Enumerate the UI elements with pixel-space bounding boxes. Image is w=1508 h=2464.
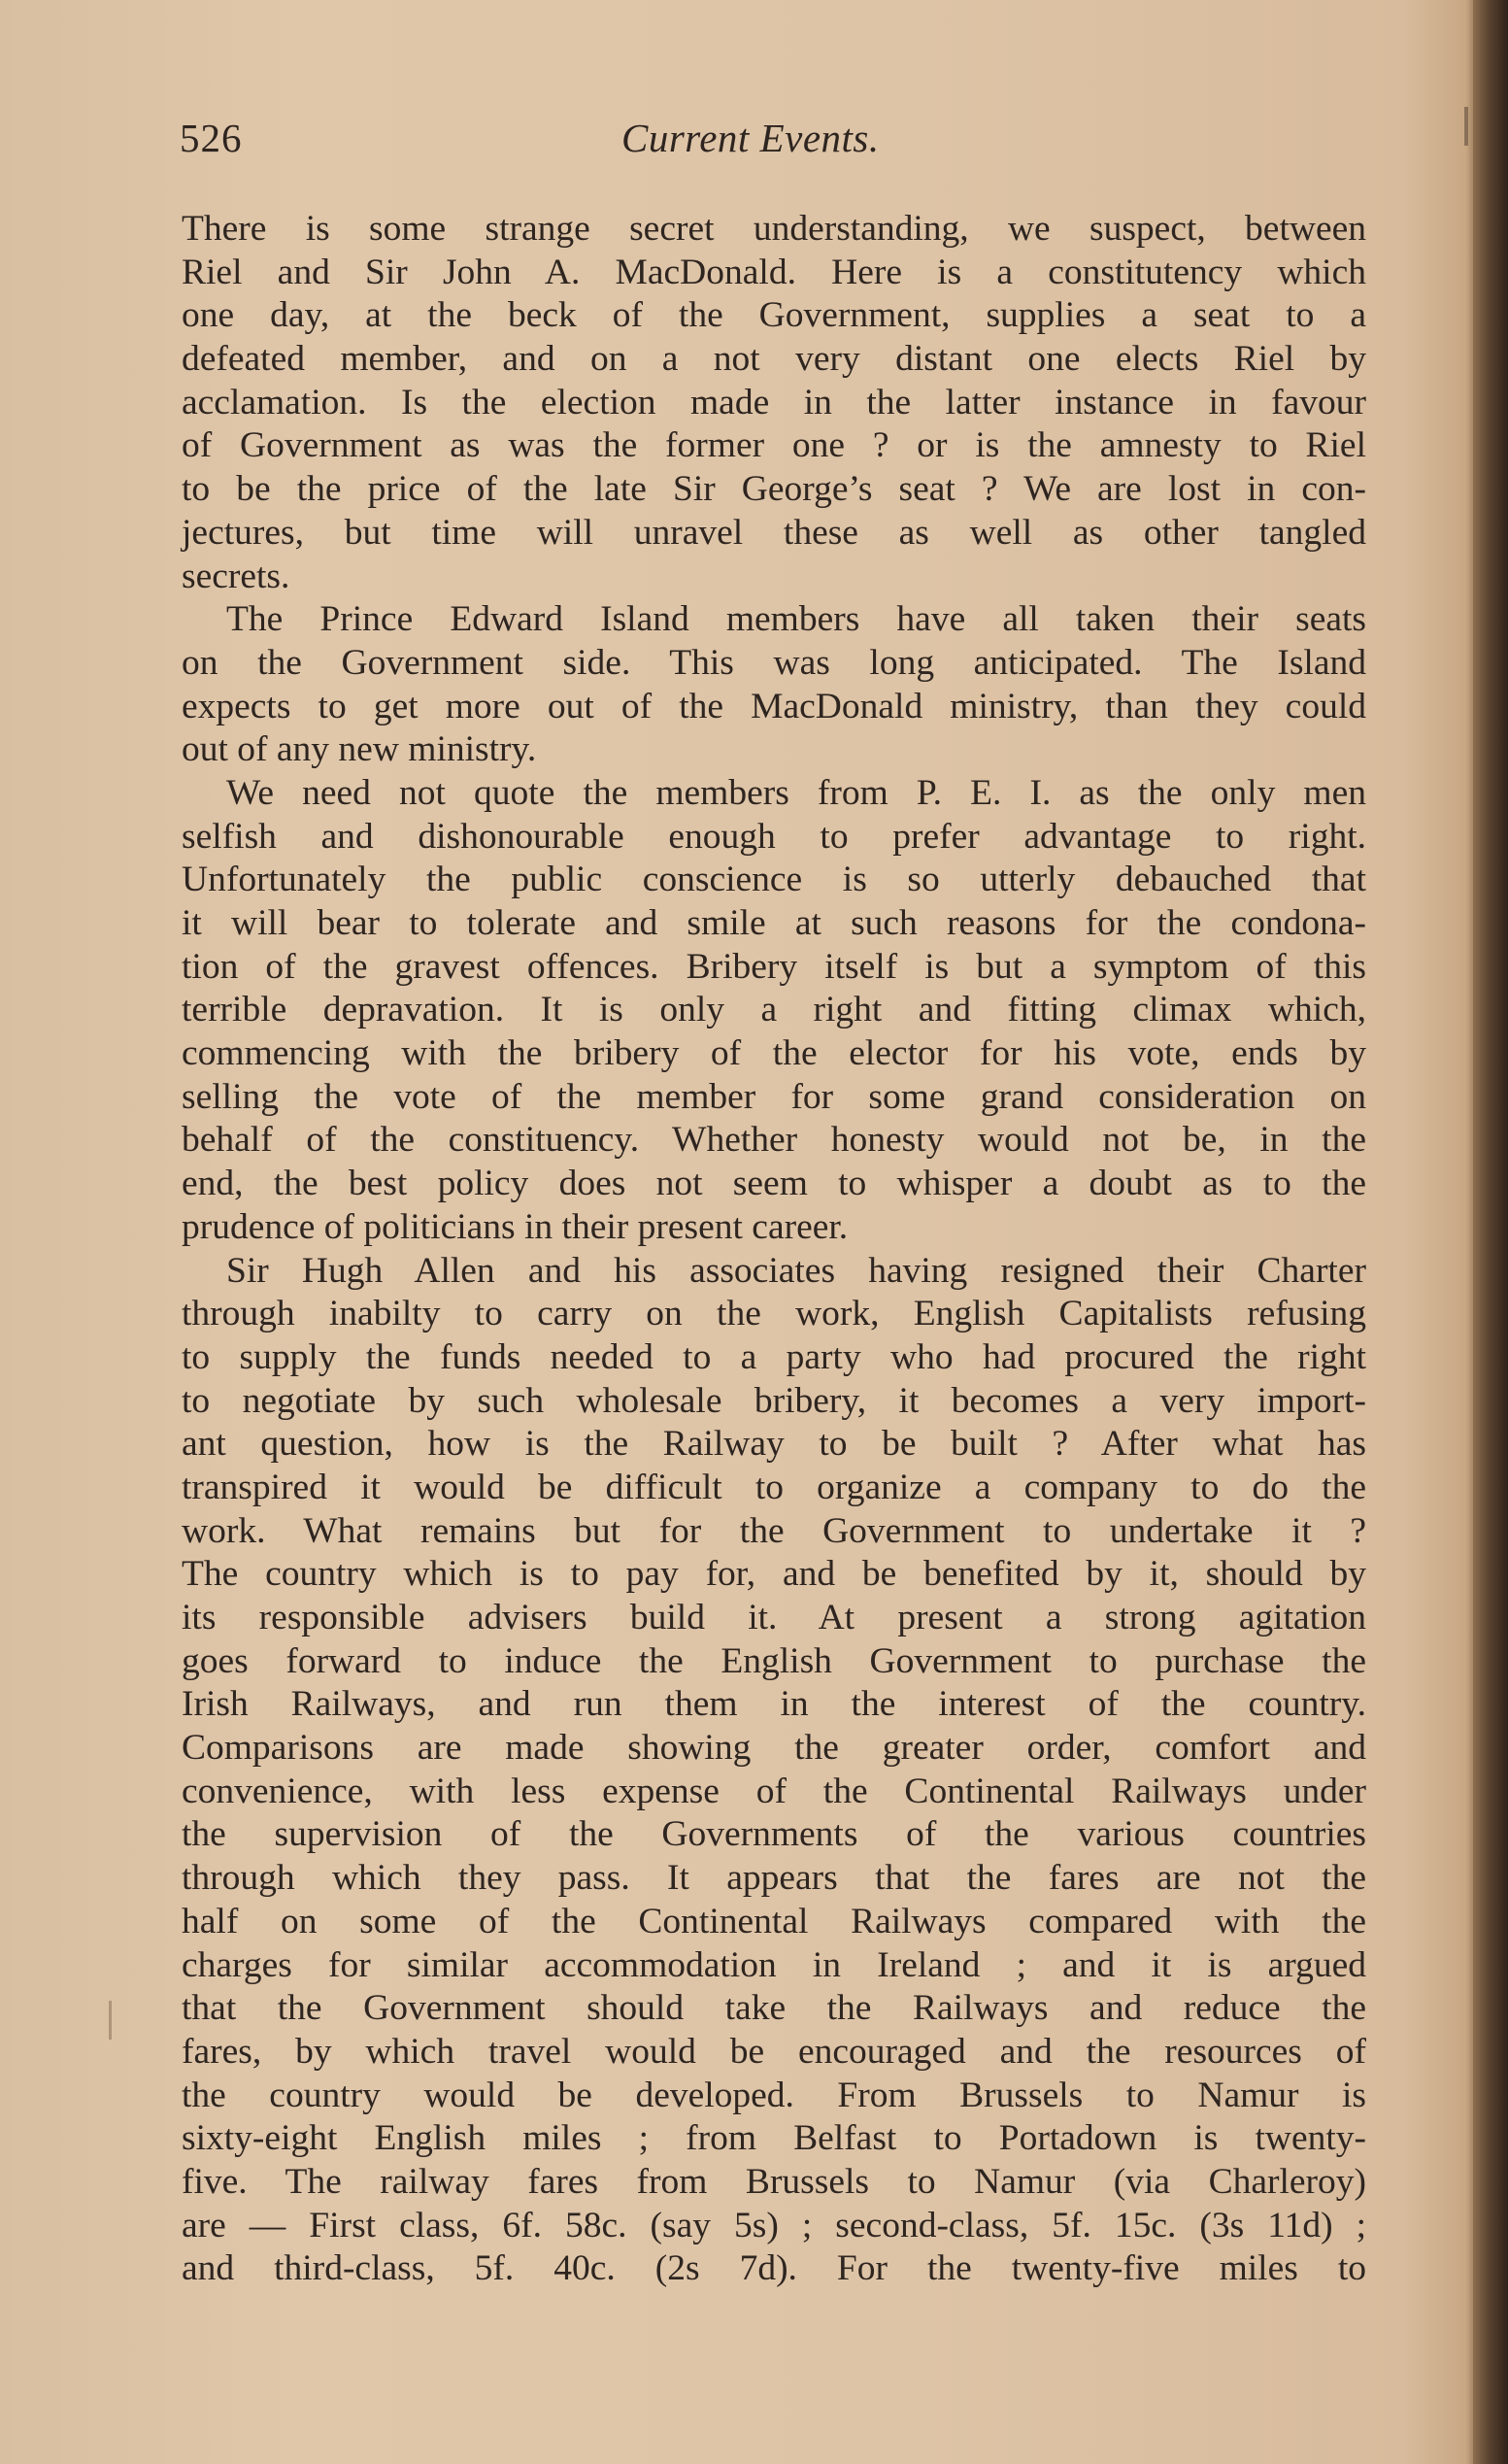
text-line: on the Government side. This was long anticipated. The Island (182, 642, 1366, 683)
text-line: end, the best policy does not seem to whisper a doubt as to the (182, 1164, 1366, 1204)
text-line: Irish Railways, and run them in the interest of the country. (182, 1684, 1366, 1725)
margin-speck (109, 2001, 112, 2040)
text-line: work. What remains but for the Government to undertake it ? (182, 1510, 1366, 1551)
page-number: 526 (180, 116, 243, 160)
text-line: Unfortunately the public conscience is so utterly debauched that (182, 860, 1366, 900)
text-line: through which they pass. It appears that the fares are not the (182, 1858, 1366, 1899)
text-line: Comparisons are made showing the greater order, comfort and (182, 1728, 1366, 1769)
text-line: convenience, with less expense of the Continental Railways under (182, 1771, 1366, 1811)
running-head: Current Events. (621, 116, 880, 160)
text-line: ant question, how is the Railway to be built ? After what has (182, 1424, 1366, 1465)
text-line: sixty-eight English miles ; from Belfast to Portadown is twenty- (182, 2118, 1366, 2159)
page-header (180, 115, 1364, 173)
text-line: the country would be developed. From Brussels to Namur is (182, 2075, 1366, 2115)
text-line: Riel and Sir John A. MacDonald. Here is a constitutency which (182, 252, 1366, 292)
text-line: and third-class, 5f. 40c. (2s 7d). For the twenty-five miles to (182, 2248, 1366, 2289)
text-line: tion of the gravest offences. Bribery itself is but a symptom of this (182, 946, 1366, 987)
text-line: to be the price of the late Sir George’s seat ? We are lost in con- (182, 469, 1366, 510)
text-line: one day, at the beck of the Government, supplies a seat to a (182, 295, 1366, 336)
text-line: commencing with the bribery of the elector for his vote, ends by (182, 1033, 1366, 1074)
text-line: of Government as was the former one ? or is the amnesty to Riel (182, 425, 1366, 466)
text-line: it will bear to tolerate and smile at such reasons for the condona- (182, 903, 1366, 943)
text-line: that the Government should take the Railways and reduce the (182, 1988, 1366, 2029)
book-spine (1473, 0, 1508, 2464)
text-line: There is some strange secret understanding, we suspect, between (182, 209, 1366, 249)
paragraph-start-line: Sir Hugh Allen and his associates having resigned their Charter (226, 1250, 1366, 1291)
text-line: behalf of the constituency. Whether honesty would not be, in the (182, 1120, 1366, 1161)
text-line: defeated member, and on a not very distant one elects Riel by (182, 339, 1366, 380)
text-line: five. The railway fares from Brussels to Namur (via Charleroy) (182, 2161, 1366, 2202)
text-line: selfish and dishonourable enough to prefer advantage to right. (182, 816, 1366, 857)
paragraph-start-line: The Prince Edward Island members have all taken their seats (226, 599, 1366, 640)
text-line: to supply the funds needed to a party who had procured the right (182, 1336, 1366, 1377)
text-line: The country which is to pay for, and be benefited by it, should by (182, 1554, 1366, 1595)
text-line: its responsible advisers build it. At present a strong agitation (182, 1598, 1366, 1637)
text-line: half on some of the Continental Railways compared with the (182, 1901, 1366, 1941)
text-line: jectures, but time will unravel these as well as other tangled (182, 512, 1366, 553)
text-line: to negotiate by such wholesale bribery, it becomes a very import- (182, 1380, 1366, 1421)
text-line: are — First class, 6f. 58c. (say 5s) ; second-class, 5f. 15c. (3s 11d) ; (182, 2205, 1366, 2245)
text-line: secrets. (182, 556, 290, 596)
text-line: goes forward to induce the English Government to purchase the (182, 1640, 1366, 1681)
binding-mark-top (1464, 107, 1468, 146)
text-line: the supervision of the Governments of the various countries (182, 1814, 1366, 1855)
text-line: expects to get more out of the MacDonald ministry, than they could (182, 686, 1366, 726)
text-line: transpired it would be difficult to organize a company to do the (182, 1467, 1366, 1507)
article-text (182, 208, 1366, 2291)
text-line: through inabilty to carry on the work, English Capitalists refusing (182, 1294, 1366, 1334)
text-line: terrible depravation. It is only a right and fitting climax which, (182, 990, 1366, 1030)
text-line: out of any new ministry. (182, 729, 537, 770)
text-line: selling the vote of the member for some grand consideration on (182, 1076, 1366, 1117)
text-line: fares, by which travel would be encouraged and the resources of (182, 2031, 1366, 2072)
paragraph-start-line: We need not quote the members from P. E. I. as the only men (226, 772, 1366, 813)
text-line: acclamation. Is the election made in the latter instance in favour (182, 382, 1366, 422)
text-line: prudence of politicians in their present career. (182, 1206, 849, 1247)
text-line: charges for similar accommodation in Ireland ; and it is argued (182, 1944, 1366, 1985)
